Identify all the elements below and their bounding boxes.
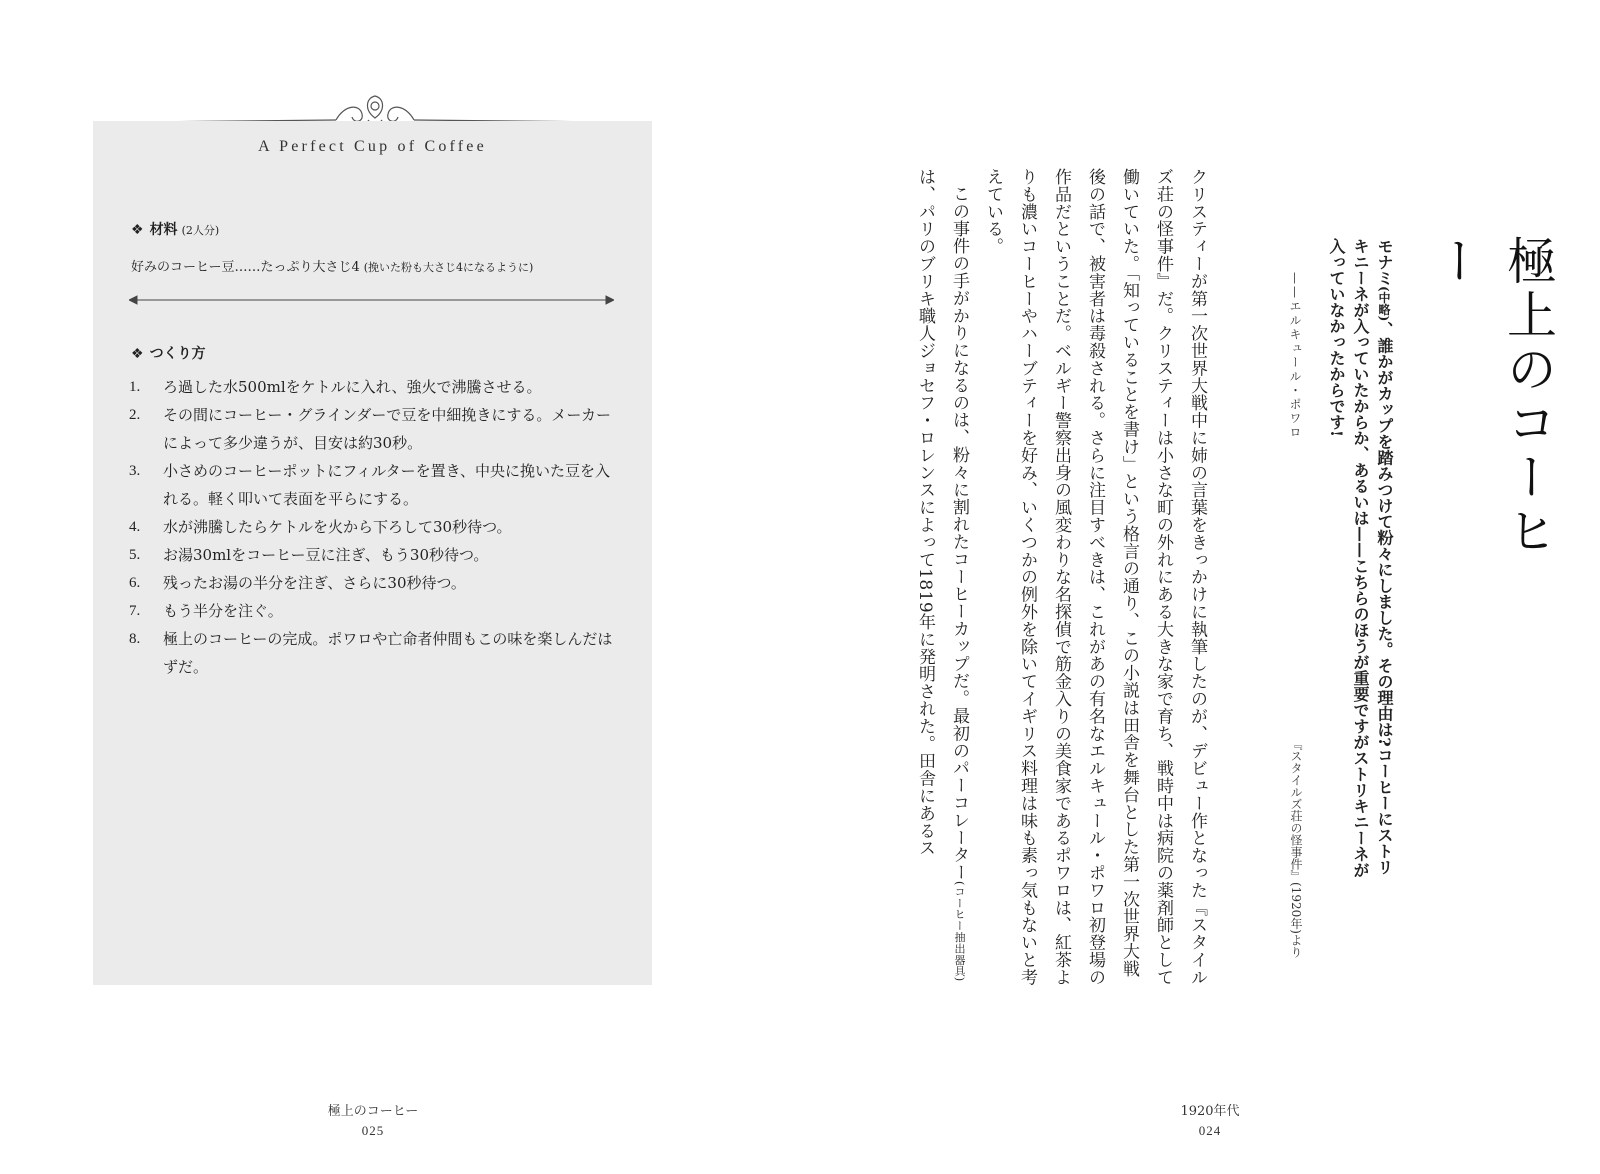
servings-note: (2人分) [181, 224, 220, 237]
step-item [129, 373, 619, 401]
step-item [129, 541, 619, 569]
epigraph-part2: 、誰かがカップを踏みつけて粉々にしました。その理由は?コーヒーにストリキニーネが入っていたからか、あるいは——こちらのほうが重要ですがストリキニーネが入っていなかったからです! [1327, 238, 1394, 878]
step-number: 1. [129, 379, 141, 395]
step-text: お湯30mlをコーヒー豆に注ぎ、もう30秒待つ。 [163, 546, 489, 564]
step-number: 4. [129, 519, 141, 535]
ingredients-heading [131, 219, 219, 239]
step-item [129, 625, 619, 681]
method-label: つくり方 [149, 346, 206, 362]
body-inline-note: (コーヒー抽出器具) [953, 881, 966, 982]
body-paragraph-1: クリスティーが第一次世界大戦中に姉の言葉をきっかけに執筆したのが、デビュー作となった『スタイルズ荘の怪事件』だ。クリスティーは小さな町の外れにある大きな家で育ち、戦時中は病院の薬剤師として働いていた。「知っていることを書け」という格言の通り、この小説は田舎を舞台とした第一次世界大戦後の話で、被害者は毒殺される。さらに注目すべきは、これがあの有名なエルキュール・ポワロ初登場の作品だということだ。ベルギー警察出身の風変わりな名探偵で筋金入りの美食家であるポワロは、紅茶よりも濃いコーヒーやハーブティーを好み、いくつかの例外を除いてイギリス料理は味も素っ気もないと考えている。 [983, 168, 1207, 986]
body-paragraph-2-end: は、パリのブリキ職人ジョセフ・ロレンスによって1819年に発明された。田舎にあるス [915, 168, 935, 857]
step-item [129, 597, 619, 625]
step-number: 3. [129, 463, 141, 479]
epigraph-part1: モナミ [1375, 238, 1394, 286]
right-page-footer [1130, 1100, 1290, 1139]
step-item [129, 401, 619, 457]
left-page-number: 025 [361, 1123, 385, 1138]
step-text: もう半分を注ぐ。 [163, 602, 283, 620]
ingredients-label: 材料 [149, 222, 178, 238]
method-heading [131, 343, 206, 363]
step-item [129, 457, 619, 513]
ingredient-text: 好みのコーヒー豆……たっぷり大さじ4 [131, 260, 360, 275]
left-page-footer [293, 1100, 453, 1139]
body-paragraph-2-start: この事件の手がかりになるのは、粉々に割れたコーヒーカップだ。最初のパーコレーター [949, 185, 969, 881]
right-running-title: 1920年代 [1180, 1104, 1240, 1119]
step-text: 水が沸騰したらケトルを火から下ろして30秒待つ。 [163, 518, 512, 536]
diamond-bullet-icon: ❖ [131, 222, 144, 238]
ingredient-line [131, 256, 533, 275]
right-page-number: 024 [1198, 1123, 1222, 1138]
epigraph-attribution: ——エルキュール・ポワロ [1288, 272, 1302, 440]
step-text: 残ったお湯の半分を注ぎ、さらに30秒待つ。 [163, 574, 466, 592]
epigraph-note: (中略) [1377, 286, 1391, 322]
recipe-title: A Perfect Cup of Coffee [258, 138, 487, 155]
left-running-title: 極上のコーヒー [327, 1104, 419, 1119]
step-item [129, 569, 619, 597]
step-number: 2. [129, 407, 141, 423]
step-number: 6. [129, 575, 141, 591]
step-text: その間にコーヒー・グラインダーで豆を中細挽きにする。メーカーによって多少違うが、目安は約30秒。 [163, 406, 612, 452]
epigraph [1324, 238, 1396, 888]
step-number: 8. [129, 631, 141, 647]
step-text: ろ過した水500mlをケトルに入れ、強火で沸騰させる。 [163, 378, 542, 396]
step-item [129, 513, 619, 541]
step-text: 極上のコーヒーの完成。ポワロや亡命者仲間もこの味を楽しんだはずだ。 [163, 630, 613, 676]
step-text: 小さめのコーヒーポットにフィルターを置き、中央に挽いた豆を入れる。軽く叩いて表面を平らにする。 [163, 462, 611, 508]
section-divider [129, 293, 614, 307]
steps-list [129, 373, 619, 681]
step-number: 7. [129, 603, 141, 619]
diamond-bullet-icon: ❖ [131, 346, 144, 362]
ingredient-note: (挽いた粉も大さじ4になるように) [363, 261, 534, 274]
step-number: 5. [129, 547, 141, 563]
recipe-panel [93, 121, 652, 985]
quote-source: 『スタイルズ荘の怪事件』(1920年)より [1289, 738, 1303, 958]
body-text [908, 168, 1214, 988]
chapter-title: 極上のコーヒー [1427, 235, 1557, 559]
